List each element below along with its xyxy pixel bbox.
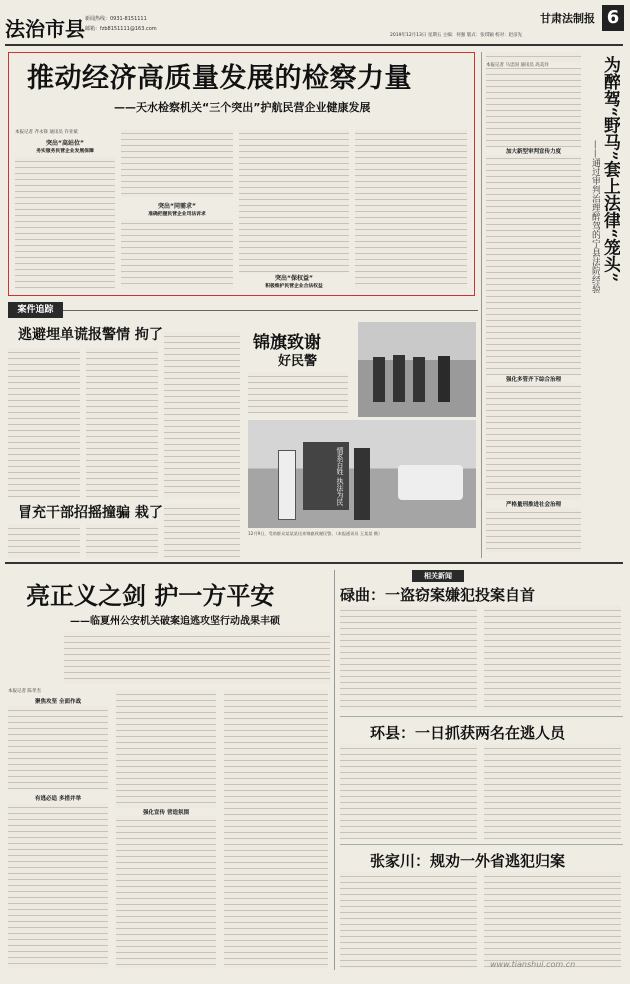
case-b-title: 冒充干部招摇撞骗 栽了	[18, 505, 163, 521]
flag-text: 情系百姓 执法为民	[303, 442, 349, 510]
news3-col2	[484, 872, 621, 968]
side-article	[486, 52, 623, 558]
bottom-col1b	[8, 803, 108, 968]
lead-byline: 本报记者 齐永锋 通讯员 许亚斌	[15, 130, 78, 135]
news3-col1	[340, 872, 477, 968]
related-news	[340, 570, 623, 975]
bottom-sub1: 聚焦攻坚 全面作战	[35, 699, 81, 705]
side-subtitle: ——通过审判治理醉驾的宁县法院经验	[590, 140, 600, 293]
lead-article	[8, 52, 475, 296]
banner-text	[248, 372, 348, 414]
lead-col4	[355, 129, 467, 289]
bottom-col3	[224, 690, 328, 968]
news1-title: 碌曲：一盗窃案嫌犯投案自首	[340, 586, 536, 604]
masthead-rule	[5, 44, 623, 46]
bottom-sub3: 强化宣传 营造氛围	[116, 808, 216, 816]
banner-b: 好民警	[278, 354, 318, 369]
case-b-col2	[86, 524, 158, 558]
bottom-rule	[5, 562, 623, 564]
news2-col1	[340, 744, 477, 839]
page-number: 6	[602, 5, 624, 31]
case-rule	[63, 310, 478, 311]
lead-col2-top	[121, 129, 233, 197]
news1-col2	[484, 606, 621, 711]
lead-col2-bottom	[121, 219, 233, 289]
bottom-article	[8, 570, 330, 970]
case-b-col1	[8, 524, 80, 558]
side-sub1: 加大新型审判宣传力度	[486, 147, 581, 155]
photo-police-station	[358, 322, 476, 417]
lead-title: 推动经济高质量发展的检察力量	[27, 63, 412, 94]
lead-col1	[15, 157, 115, 289]
bottom-byline: 本报记者 陈孝杰	[8, 689, 41, 694]
news-divider-1	[340, 716, 623, 717]
related-divider	[334, 570, 335, 970]
case-a-title: 逃避埋单谎报警情 拘了	[18, 327, 163, 343]
bottom-intro	[64, 632, 330, 684]
lead-col3	[239, 129, 349, 289]
section-title: 法治市县	[5, 17, 85, 41]
news2-col2	[484, 744, 621, 839]
hotline: 新闻热线：0931-8151111	[85, 16, 147, 22]
column-divider	[481, 52, 482, 558]
side-sub2: 强化多管齐下综合治理	[486, 375, 581, 383]
side-byline: 本报记者 马忠国 通讯员 高美玲	[486, 62, 581, 68]
lead-sub3b: 积极维护民营企业合法权益	[239, 282, 349, 289]
side-sub3: 严格量刑推进社会治理	[486, 500, 581, 508]
news-divider-2	[340, 844, 623, 845]
banner-a: 锦旗致谢	[253, 333, 321, 353]
bottom-subtitle: ——临夏州公安机关破案追逃攻坚行动战果丰硕	[70, 616, 280, 627]
date-info: 2019年12月13日 星期五 主编：何强 版式：张琪颖 校对：赵彦先	[390, 33, 523, 38]
side-body	[486, 52, 581, 552]
bottom-col2	[116, 690, 216, 968]
news3-title: 张家川：规劝一外省逃犯归案	[370, 852, 566, 870]
masthead	[5, 5, 623, 45]
watermark: www.tianshui.com.cn	[490, 960, 576, 969]
bottom-sub2: 有逃必追 多措并举	[35, 796, 81, 802]
bottom-title: 亮正义之剑 护一方平安	[26, 581, 275, 610]
email: 邮箱：fzb8151111@163.com	[85, 26, 157, 32]
news1-col1	[340, 606, 477, 711]
case-label: 案件追踪	[8, 302, 63, 318]
lead-sub1: 突出“高站位”	[46, 140, 84, 147]
lead-sub2b: 准确把握民营企业司法诉求	[148, 212, 206, 217]
paper-logo: 甘肃法制报	[540, 12, 595, 25]
lead-sub2: 突出“同需求”	[158, 203, 196, 210]
case-section	[8, 302, 478, 558]
photo-caption: 12月9日，受助群众某某某送来锦旗致谢民警。（本报通讯员 王某某 摄）	[248, 531, 383, 536]
photo-flag-presentation	[248, 420, 476, 528]
case-b-col3	[164, 504, 240, 558]
case-a-col1	[8, 348, 80, 498]
lead-sub1b: 务实服务民营企业发展保障	[36, 149, 94, 154]
bottom-col1a	[8, 706, 108, 790]
side-title: 为醉驾“野马”套上法律“笼头”	[600, 56, 620, 283]
lead-subtitle: ——天水检察机关“三个突出”护航民营企业健康发展	[114, 101, 371, 114]
case-a-col2	[86, 348, 158, 498]
related-label: 相关新闻	[412, 570, 464, 582]
news2-title: 环县：一日抓获两名在逃人员	[370, 724, 566, 742]
lead-sub3: 突出“保权益”	[239, 273, 349, 282]
case-a-col3	[164, 332, 240, 498]
